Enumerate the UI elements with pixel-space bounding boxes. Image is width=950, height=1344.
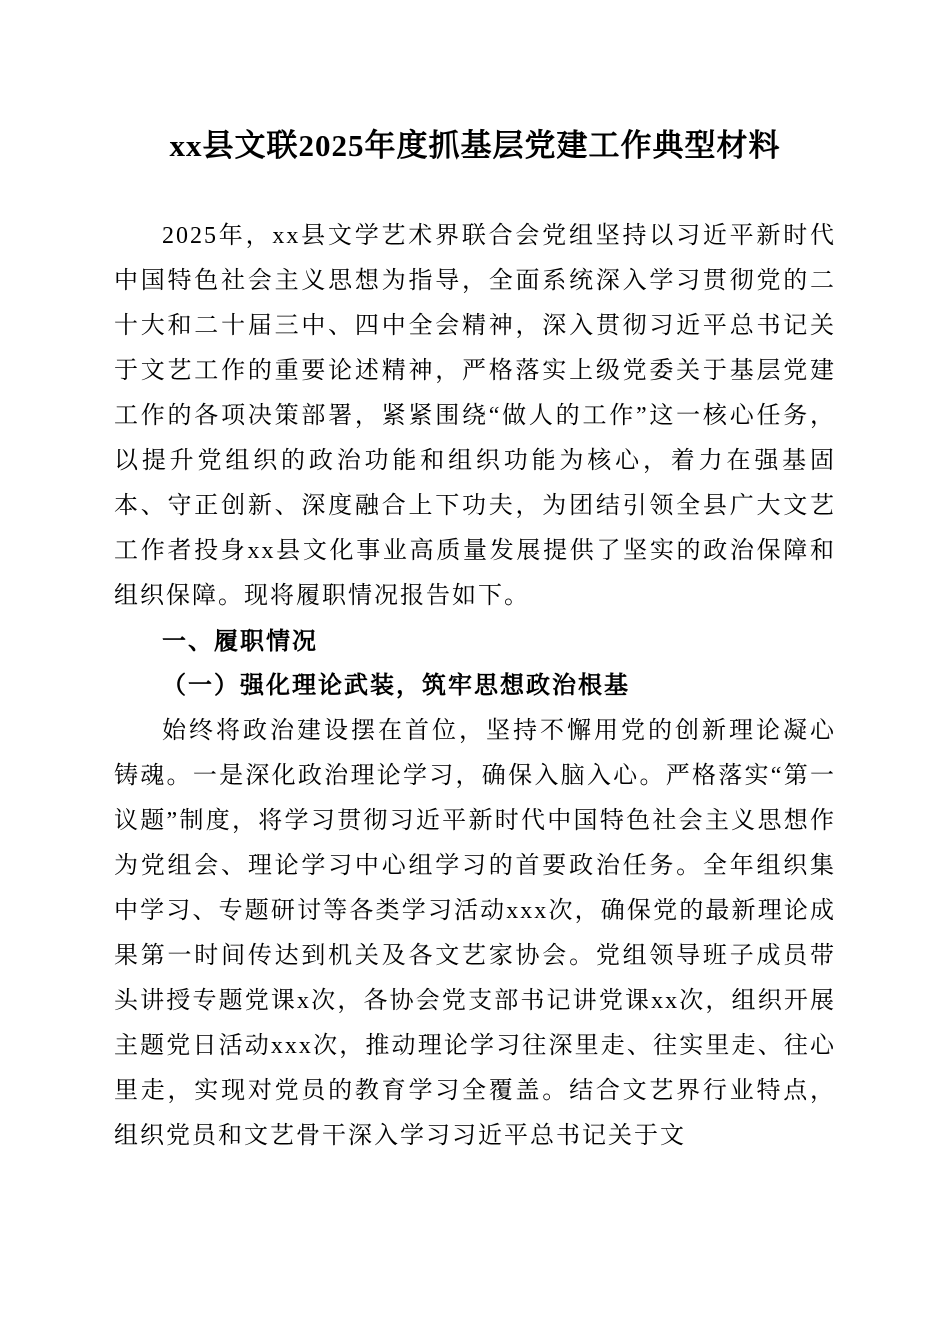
paragraph-intro: 2025年，xx县文学艺术界联合会党组坚持以习近平新时代中国特色社会主义思想为指导，全面系统深入学习贯彻党的二十大和二十届三中、四中全会精神，深入贯彻习近平总书记关于文艺工作的重要论述精神，严格落实上级党委关于基层党建工作的各项决策部署，紧紧围绕“做人的工作”这一核心任务，以提升党组织的政治功能和组织功能为核心，着力在强基固本、守正创新、深度融合上下功夫，为团结引领全县广大文艺工作者投身xx县文化事业高质量发展提供了坚实的政治保障和组织保障。现将履职情况报告如下。	[114, 223, 836, 610]
subsection-heading-theory-armament: （一）强化理论武装，筑牢思想政治根基	[162, 673, 630, 700]
section-heading-performance: 一、履职情况	[162, 628, 318, 656]
paragraph-theory-study: 始终将政治建设摆在首位，坚持不懈用党的创新理论凝心铸魂。一是深化政治理论学习，确保入脑入心。严格落实“第一议题”制度，将学习贯彻习近平新时代中国特色社会主义思想作为党组会、理论学习中心组学习的首要政治任务。全年组织集中学习、专题研讨等各类学习活动xxx次，确保党的最新理论成果第一时间传达到机关及各文艺家协会。党组领导班子成员带头讲授专题党课x次，各协会党支部书记讲党课xx次，组织开展主题党日活动xxx次，推动理论学习往深里走、往实里走、往心里走，实现对党员的教育学习全覆盖。结合文艺界行业特点，组织党员和文艺骨干深入学习习近平总书记关于文	[114, 718, 836, 1150]
document-title: xx县文联2025年度抓基层党建工作典型材料	[169, 128, 781, 163]
